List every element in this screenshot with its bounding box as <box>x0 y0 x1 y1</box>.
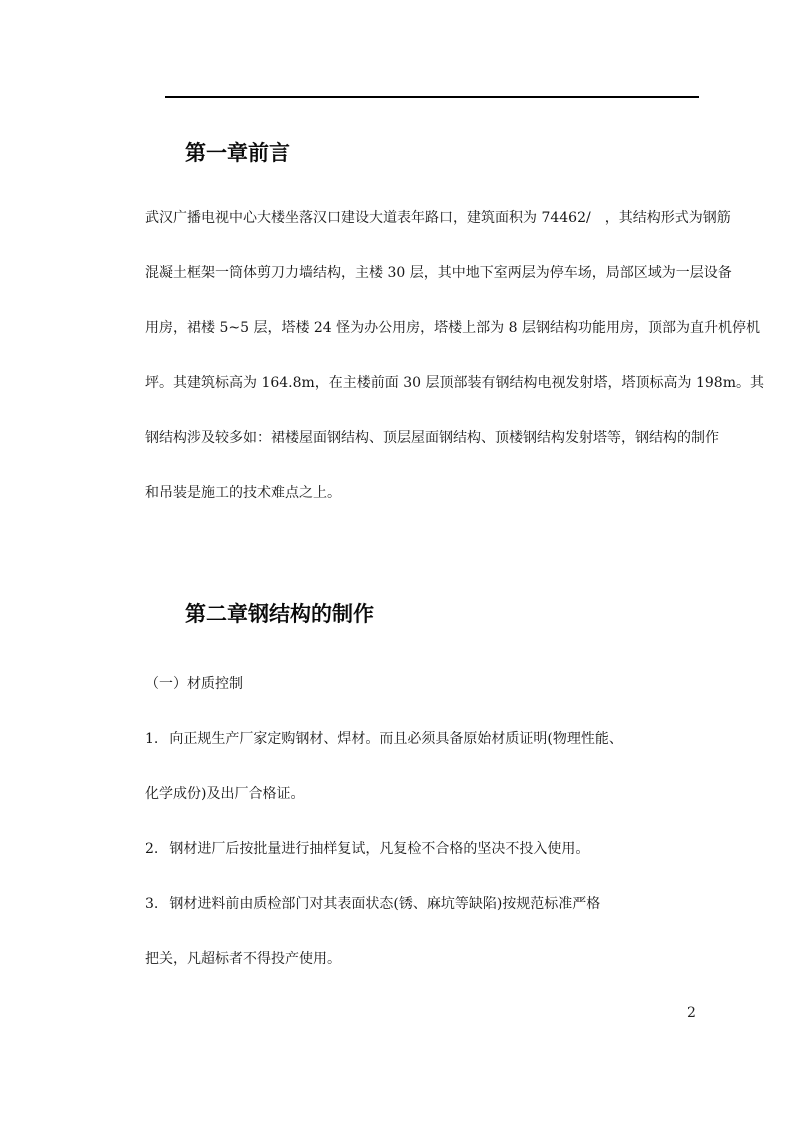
chapter1-title: 第一章前言 <box>185 141 290 165</box>
list-item-line <box>145 839 589 859</box>
list-item-text: 钢材进料前由质检部门对其表面状态(锈、麻坑等缺陷)按规范标准严格 <box>169 896 601 912</box>
list-item-line <box>145 729 623 749</box>
list-item-continuation-line: 化学成份)及出厂合格证。 <box>145 786 305 802</box>
chapter1-paragraph-line: 混凝土框架一筒体剪刀力墙结构，主楼 30 层，其中地下室两层为停车场，局部区域为一层设备 <box>145 265 732 281</box>
section-heading: （一）材质控制 <box>145 676 243 692</box>
list-item-number: 3. <box>145 896 159 912</box>
list-item-text: 钢材进厂后按批量进行抽样复试，凡复检不合格的坚决不投入使用。 <box>169 841 590 857</box>
chapter1-paragraph-line: 钢结构涉及较多如：裙楼屋面钢结构、顶层屋面钢结构、顶楼钢结构发射塔等，钢结构的制作 <box>145 430 719 446</box>
chapter1-paragraph-line: 和吊装是施工的技术难点之上。 <box>145 485 341 501</box>
header-rule <box>165 96 699 98</box>
chapter2-title: 第二章钢结构的制作 <box>185 602 374 626</box>
page-number: 2 <box>687 1005 696 1021</box>
chapter1-paragraph-line: 用房，裙楼 5~5 层，塔楼 24 怪为办公用房，塔楼上部为 8 层钢结构功能用房，顶部为直升机停机 <box>145 320 760 336</box>
list-item-text: 向正规生产厂家定购钢材、焊材。而且必须具备原始材质证明(物理性能、 <box>169 731 623 747</box>
list-item-continuation-line: 把关，凡超标者不得投产使用。 <box>145 951 341 967</box>
list-item-number: 2. <box>145 841 159 857</box>
chapter1-paragraph-line: 坪。其建筑标高为 164.8m，在主楼前面 30 层顶部装有钢结构电视发射塔，塔顶标高为 198m。其 <box>145 375 764 391</box>
list-item-number: 1. <box>145 731 159 747</box>
list-item-line <box>145 894 600 914</box>
chapter1-paragraph-line: 武汉广播电视中心大楼坐落汉口建设大道表年路口，建筑面积为 74462/ ，其结构形式为钢筋 <box>145 210 731 226</box>
